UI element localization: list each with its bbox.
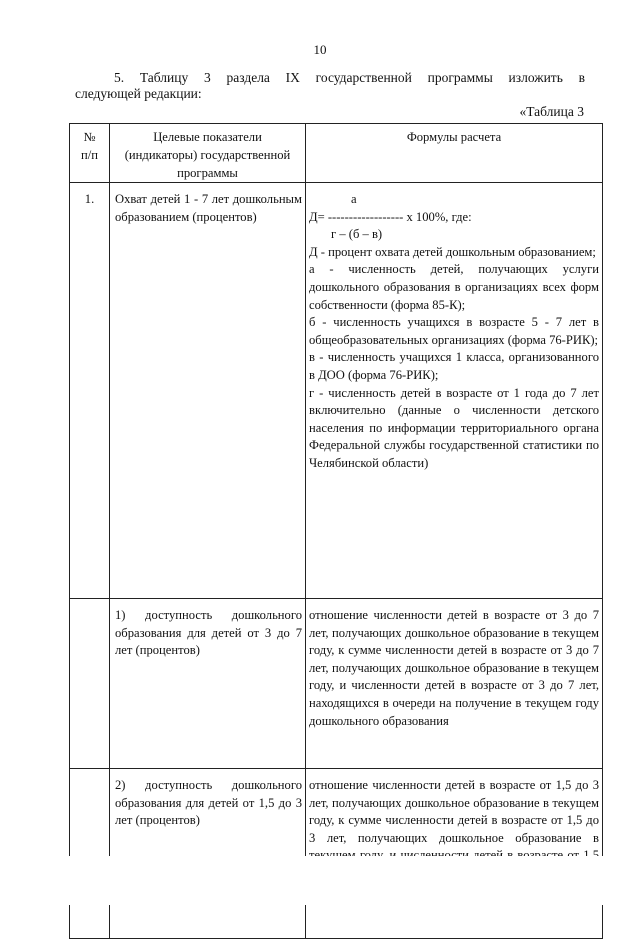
intro-line-2: следующей редакции: (75, 86, 202, 101)
table-header-row (70, 124, 603, 183)
formula-main-line: Д= ------------------ х 100%, где: (309, 209, 472, 224)
page-bottom-margin (0, 856, 640, 905)
formula-definition-a: а - численность детей, получающих услуги дошкольного образования в организациях всех форм собственности (форма 85-К); (309, 262, 599, 312)
formula-denominator: г – (б – в) (331, 227, 383, 242)
row-1-indicator: Охват детей 1 - 7 лет дошкольным образованием (процентов) (110, 183, 306, 599)
page-number: 10 (313, 42, 327, 57)
formula-numerator: а (351, 192, 357, 206)
intro-line-1: 5. Таблицу 3 раздела IX государственной программы изложить в (114, 70, 585, 85)
row-2-indicator: 1) доступность дошкольного образования для детей от 3 до 7 лет (процентов) (110, 599, 306, 769)
formula-definition-b: б - численность учащихся в возрасте 5 - 7 лет в общеобразовательных организациях (форма 76-РИК); (309, 315, 599, 347)
header-indicators: Целевые показатели (индикаторы) государственной программы (110, 124, 306, 183)
row-1-formula (306, 183, 603, 599)
row-3-formula: отношение численности детей в возрасте от 1,5 до 3 лет, получающих дошкольное образование в текущем году, к сумме численности детей в возрасте от 1,5 до 3 лет, получающих дошкольное образование в (306, 769, 603, 939)
table-caption: «Таблица 3 (519, 104, 584, 119)
table-row (70, 599, 603, 769)
header-num: № п/п (70, 124, 110, 183)
row-3-num (70, 769, 110, 939)
table-row (70, 769, 603, 939)
row-1-num: 1. (70, 183, 110, 599)
indicators-table (69, 123, 603, 939)
formula-definition-d: Д - процент охвата детей дошкольным образованием; (309, 244, 596, 259)
intro-paragraph (75, 70, 585, 102)
table-row (70, 183, 603, 599)
row-2-num (70, 599, 110, 769)
row-2-formula: отношение численности детей в возрасте от 3 до 7 лет, получающих дошкольное образование в текущем году, к сумме численности детей в возрасте от 3 до 7 лет, получающих дошкольное образование в текущем году, и численности детей в возрасте от 3 до 7 лет, находящихся в очереди на получение в текущем году дошкольного образования (306, 599, 603, 769)
formula-fraction (309, 191, 599, 244)
formula-definition-v: в - численность учащихся 1 класса, организованного в ДОО (форма 76-РИК); (309, 350, 599, 382)
formula-definition-g: г - численность детей в возрасте от 1 года до 7 лет включительно (данные о численности детского населения по информации территориального органа Федеральной службы государственной статистики по Челябинской области) (309, 385, 599, 470)
row-3-indicator: 2) доступность дошкольного образования для детей от 1,5 до 3 лет (процентов) (110, 769, 306, 939)
header-formulas: Формулы расчета (306, 124, 603, 183)
